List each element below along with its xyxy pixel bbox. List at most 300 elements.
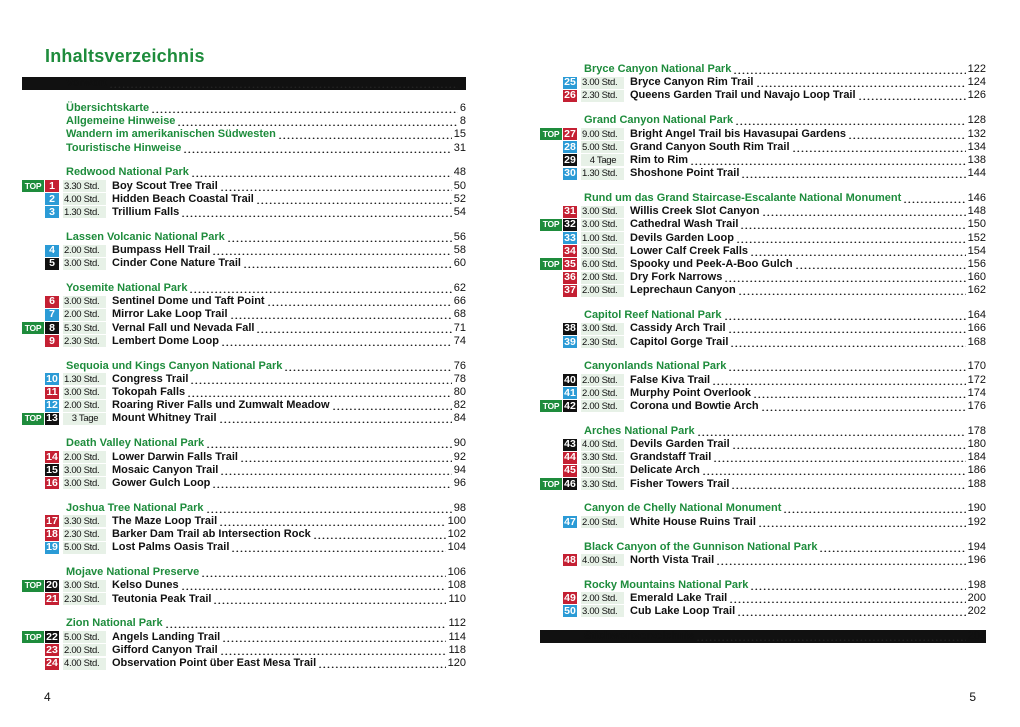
trail-entry[interactable] (540, 76, 986, 89)
top-badge-spacer (540, 272, 562, 284)
top-badge-spacer (540, 516, 562, 528)
entry-page-number: 162 (967, 284, 986, 297)
trail-duration: 9.00 Std. (581, 128, 624, 140)
trail-entry[interactable] (22, 386, 466, 399)
entry-title: Barker Dam Trail ab Intersection Rock (112, 528, 311, 541)
right-toc-list (540, 63, 986, 643)
section-heading[interactable] (22, 502, 466, 515)
toc-entry[interactable] (22, 128, 466, 141)
trail-duration: 2.00 Std. (581, 374, 624, 386)
entry-page-number: 62 (453, 282, 466, 295)
section-heading[interactable] (540, 502, 986, 515)
trail-number-badge: 5 (45, 258, 59, 270)
trail-entry[interactable] (540, 464, 986, 477)
trail-entry[interactable] (540, 141, 986, 154)
top-badge-spacer (540, 285, 562, 297)
top-badge-spacer (540, 232, 562, 244)
right-page (510, 0, 1020, 727)
entry-page-number: 114 (448, 630, 466, 643)
top-badge-spacer (22, 335, 44, 347)
entry-page-number: 120 (447, 657, 466, 670)
trail-number-badge: 28 (564, 140, 576, 153)
top-badge-spacer (540, 206, 562, 218)
toc-entry[interactable] (22, 115, 466, 128)
trail-entry[interactable] (22, 295, 466, 308)
trail-number-badge: 43 (564, 438, 576, 451)
trail-number-badge: 46 (564, 477, 576, 490)
top-badge-spacer (22, 464, 44, 476)
entry-page-number: 31 (453, 141, 466, 154)
dot-leader (243, 259, 452, 268)
section-heading[interactable] (22, 231, 466, 244)
dot-leader (183, 144, 451, 153)
trail-entry[interactable] (540, 284, 986, 297)
toc-entry[interactable] (22, 141, 466, 154)
trail-entry[interactable] (22, 180, 466, 193)
trail-entry[interactable] (22, 644, 466, 657)
top-badge-spacer (22, 193, 44, 205)
entry-title: Delicate Arch (630, 464, 700, 477)
trail-duration: 3.00 Std. (581, 77, 624, 89)
trail-entry[interactable] (22, 464, 466, 477)
dot-leader (220, 466, 451, 475)
trail-duration: 3.00 Std. (63, 258, 106, 270)
entry-page-number: 106 (447, 566, 466, 579)
section-heading[interactable] (540, 192, 986, 205)
entry-page-number: 68 (453, 308, 466, 321)
entry-page-number: 174 (967, 386, 986, 399)
top-badge: TOP (22, 413, 44, 425)
trail-number-badge: 41 (564, 386, 576, 399)
trail-duration: 3.30 Std. (581, 452, 624, 464)
entry-title: Emerald Lake Trail (630, 591, 728, 604)
top-badge-spacer (540, 374, 562, 386)
top-badge: TOP (22, 580, 44, 592)
dot-leader (206, 504, 452, 513)
entry-page-number: 6 (459, 101, 466, 114)
trail-entry[interactable] (22, 308, 466, 321)
dot-leader (713, 453, 965, 462)
entry-title: Mount Whitney Trail (112, 412, 217, 425)
trail-entry[interactable] (540, 374, 986, 387)
entry-title: Mosaic Canyon Trail (112, 463, 219, 476)
trail-entry[interactable] (22, 450, 466, 463)
trail-number-badge: 31 (564, 205, 576, 218)
trail-duration: 4.00 Std. (63, 658, 106, 670)
entry-page-number: 92 (453, 450, 466, 463)
top-badge-spacer (22, 245, 44, 257)
entry-page-number: 104 (447, 541, 466, 554)
entry-page-number: 118 (448, 643, 466, 656)
dot-leader (736, 234, 966, 243)
trail-entry[interactable] (540, 271, 986, 284)
trail-duration: 2.30 Std. (63, 335, 106, 347)
dot-leader (212, 246, 451, 255)
dot-leader (189, 284, 451, 293)
entry-page-number: 124 (967, 76, 986, 89)
trail-duration: 1.30 Std. (581, 168, 624, 180)
trail-entry[interactable] (22, 477, 466, 490)
entry-page-number: 3 (459, 77, 466, 90)
trail-number-badge: 6 (45, 296, 59, 308)
entry-page-number: 100 (447, 514, 466, 527)
trail-entry[interactable] (22, 593, 466, 606)
entry-page-number: 54 (453, 205, 466, 218)
top-badge-spacer (22, 373, 44, 385)
entry-title: Gower Gulch Loop (112, 476, 211, 489)
section-heading[interactable] (22, 166, 466, 179)
entry-page-number: 110 (448, 592, 466, 605)
dot-leader (332, 401, 452, 410)
section-heading[interactable] (22, 617, 466, 630)
entry-title: Cinder Cone Nature Trail (112, 257, 241, 270)
trail-entry[interactable] (540, 127, 986, 140)
trail-number-badge: 35 (564, 257, 576, 270)
entry-page-number: 58 (453, 244, 466, 257)
trail-duration: 2.30 Std. (63, 529, 106, 541)
entry-page-number: 90 (453, 437, 466, 450)
top-badge-spacer (540, 554, 562, 566)
trail-entry[interactable] (22, 193, 466, 206)
entry-page-number: 82 (453, 399, 466, 412)
entry-page-number: 108 (447, 579, 466, 592)
trail-duration: 2.00 Std. (63, 309, 106, 321)
trail-entry[interactable] (22, 579, 466, 592)
entry-page-number: 188 (967, 477, 986, 490)
entry-page-number: 192 (967, 515, 986, 528)
dot-leader (729, 594, 965, 603)
trail-number-badge: 29 (564, 153, 576, 166)
trail-duration: 2.00 Std. (581, 387, 624, 399)
dot-leader (191, 168, 452, 177)
entry-page-number: 200 (967, 591, 986, 604)
entry-title: Leprechaun Canyon (630, 284, 736, 297)
entry-page-number: 144 (967, 167, 986, 180)
trail-entry[interactable] (540, 438, 986, 451)
trail-entry[interactable] (540, 387, 986, 400)
entry-page-number: 112 (448, 617, 466, 630)
trail-number-badge: 48 (564, 553, 576, 566)
toc-entry[interactable] (22, 77, 466, 90)
trail-number-badge: 25 (564, 76, 576, 89)
section-heading[interactable] (540, 309, 986, 322)
trail-duration: 2.30 Std. (581, 336, 624, 348)
trail-duration: 2.00 Std. (63, 400, 106, 412)
entry-title: Black Canyon of the Gunnison National Park (584, 540, 818, 553)
entry-title: Sequoia und Kings Canyon National Park (66, 359, 283, 372)
trail-number-badge: 44 (564, 451, 576, 464)
dot-leader (284, 362, 451, 371)
trail-entry[interactable] (540, 89, 986, 102)
top-badge-spacer (22, 477, 44, 489)
entry-title: Mirror Lake Loop Trail (112, 308, 228, 321)
entry-title: Bright Angel Trail bis Havasupai Gardens (630, 127, 846, 140)
entry-title: Zion National Park (66, 617, 163, 630)
entry-page-number: 138 (967, 153, 986, 166)
trail-entry[interactable] (540, 605, 986, 618)
entry-title: Lost Palms Oasis Trail (112, 541, 230, 554)
trail-duration: 2.00 Std. (581, 516, 624, 528)
trail-number-badge: 19 (46, 541, 58, 554)
section-heading[interactable] (22, 437, 466, 450)
trail-number-badge: 26 (564, 89, 576, 102)
trail-duration: 3.30 Std. (581, 478, 624, 490)
trail-entry[interactable] (540, 400, 986, 413)
entry-page-number: 71 (453, 321, 466, 334)
trail-number-badge: 30 (564, 167, 576, 180)
dot-leader (318, 659, 445, 668)
trail-number-badge: 15 (46, 463, 58, 476)
trail-entry[interactable] (540, 516, 986, 529)
section-heading[interactable] (22, 566, 466, 579)
trail-duration: 4 Tage (581, 154, 624, 166)
trail-number-badge: 13 (46, 412, 58, 425)
dot-leader (728, 324, 966, 333)
section-heading[interactable] (22, 282, 466, 295)
top-badge-spacer (540, 168, 562, 180)
entry-page-number: 146 (967, 191, 986, 204)
dot-leader (697, 427, 966, 436)
trail-number-badge: 2 (45, 193, 59, 205)
entry-title: Grand Canyon South Rim Trail (630, 140, 790, 153)
trail-number-badge: 45 (564, 464, 576, 477)
trail-entry[interactable] (540, 154, 986, 167)
trail-entry[interactable] (22, 206, 466, 219)
top-badge-spacer (540, 592, 562, 604)
trail-entry[interactable] (540, 258, 986, 271)
trail-entry[interactable] (22, 412, 466, 425)
dot-leader (702, 466, 966, 475)
entry-title: Bumpass Hell Trail (112, 244, 211, 257)
entry-title: Lower Darwin Falls Trail (112, 450, 238, 463)
section-heading[interactable] (540, 425, 986, 438)
dot-leader (733, 65, 965, 74)
trail-entry[interactable] (540, 218, 986, 231)
dot-leader (730, 338, 965, 347)
entry-title: Bryce Canyon Rim Trail (630, 76, 754, 89)
top-badge-spacer (540, 439, 562, 451)
dot-leader (756, 78, 966, 87)
trail-duration: 2.00 Std. (581, 400, 624, 412)
trail-duration: 3.00 Std. (63, 477, 106, 489)
entry-page-number: 172 (967, 373, 986, 386)
entry-title: Canyonlands National Park (584, 360, 727, 373)
trail-entry[interactable] (540, 231, 986, 244)
dot-leader (190, 375, 451, 384)
dot-leader (738, 286, 966, 295)
entry-page-number: 94 (453, 463, 466, 476)
trail-duration: 3.00 Std. (63, 464, 106, 476)
trail-number-badge: 10 (46, 372, 58, 385)
section-heading[interactable] (540, 63, 986, 76)
trail-entry[interactable] (22, 541, 466, 554)
trail-duration: 3.00 Std. (63, 387, 106, 399)
toc-entry[interactable] (540, 630, 986, 643)
dot-leader (762, 207, 966, 216)
dot-leader (219, 517, 446, 526)
entry-title: Übersichtskarte (66, 101, 150, 114)
trail-entry[interactable] (22, 335, 466, 348)
entry-title: False Kiva Trail (630, 373, 711, 386)
trail-entry[interactable] (540, 245, 986, 258)
entry-title: Stichwortverzeichnis (584, 629, 695, 642)
trail-duration: 3.00 Std. (581, 323, 624, 335)
entry-page-number: 74 (453, 334, 466, 347)
dot-leader (221, 337, 452, 346)
trail-number-badge: 16 (46, 476, 58, 489)
dot-leader (256, 195, 452, 204)
entry-page-number: 198 (967, 578, 986, 591)
trail-duration: 3.00 Std. (63, 580, 106, 592)
entry-page-number: 66 (453, 295, 466, 308)
dot-leader (227, 233, 452, 242)
entry-title: Hidden Beach Coastal Trail (112, 192, 254, 205)
top-badge-spacer (540, 90, 562, 102)
entry-title: Kelso Dunes (112, 579, 179, 592)
trail-entry[interactable] (22, 322, 466, 335)
dot-leader (750, 247, 966, 256)
trail-entry[interactable] (22, 399, 466, 412)
dot-leader (219, 414, 452, 423)
entry-page-number: 152 (967, 231, 986, 244)
entry-title: Joshua Tree National Park (66, 501, 204, 514)
entry-title: Murphy Point Overlook (630, 386, 752, 399)
trail-number-badge: 20 (46, 579, 58, 592)
entry-title: Roaring River Falls und Zumwalt Meadow (112, 399, 330, 412)
trail-duration: 3.30 Std. (63, 180, 106, 192)
dot-leader (206, 439, 452, 448)
entry-page-number: 50 (453, 179, 466, 192)
entry-page-number: 170 (967, 360, 986, 373)
dot-leader (181, 581, 446, 590)
top-badge: TOP (540, 478, 562, 490)
trail-entry[interactable] (22, 244, 466, 257)
entry-title: Fisher Towers Trail (630, 477, 730, 490)
dot-leader (220, 646, 447, 655)
entry-page-number: 78 (453, 372, 466, 385)
entry-title: Bryce Canyon National Park (584, 63, 732, 76)
top-badge: TOP (540, 400, 562, 412)
dot-leader (740, 220, 965, 229)
entry-page-number: 186 (967, 464, 986, 477)
toc-entry[interactable] (22, 102, 466, 115)
entry-page-number: 180 (967, 438, 986, 451)
trail-number-badge: 14 (46, 450, 58, 463)
dot-leader (732, 440, 966, 449)
entry-page-number: 84 (453, 412, 466, 425)
section-heading[interactable] (540, 360, 986, 373)
trail-entry[interactable] (22, 631, 466, 644)
entry-title: Vorwort (66, 77, 107, 90)
trail-entry[interactable] (540, 205, 986, 218)
trail-duration: 2.00 Std. (63, 644, 106, 656)
trail-number-badge: 24 (46, 657, 58, 670)
entry-page-number: 190 (967, 502, 986, 515)
page-number-left: 4 (44, 690, 51, 704)
dot-leader (212, 479, 451, 488)
trail-duration: 3.00 Std. (581, 245, 624, 257)
dot-leader (256, 324, 451, 333)
trail-duration: 2.00 Std. (63, 245, 106, 257)
entry-page-number: 15 (453, 128, 466, 141)
trail-entry[interactable] (540, 322, 986, 335)
trail-entry[interactable] (22, 528, 466, 541)
trail-entry[interactable] (540, 451, 986, 464)
section-heading[interactable] (22, 360, 466, 373)
trail-duration: 5.00 Std. (63, 631, 106, 643)
entry-title: Touristische Hinweise (66, 141, 182, 154)
trail-duration: 3.00 Std. (63, 296, 106, 308)
top-badge-spacer (22, 206, 44, 218)
trail-number-badge: 11 (46, 386, 58, 399)
top-badge-spacer (22, 658, 44, 670)
trail-duration: 1.30 Std. (63, 373, 106, 385)
section-heading[interactable] (540, 579, 986, 592)
dot-leader (222, 633, 446, 642)
top-badge-spacer (540, 323, 562, 335)
trail-entry[interactable] (540, 478, 986, 491)
top-badge-spacer (22, 593, 44, 605)
trail-number-badge: 36 (564, 271, 576, 284)
entry-page-number: 76 (453, 359, 466, 372)
trail-entry[interactable] (540, 554, 986, 567)
trail-number-badge: 39 (564, 335, 576, 348)
top-badge-spacer (22, 529, 44, 541)
page-number-right: 5 (969, 690, 976, 704)
trail-entry[interactable] (540, 592, 986, 605)
trail-number-badge: 22 (46, 630, 58, 643)
trail-number-badge: 40 (564, 373, 576, 386)
trail-entry[interactable] (540, 335, 986, 348)
entry-page-number: 80 (453, 386, 466, 399)
trail-number-badge: 4 (45, 245, 59, 257)
dot-leader (177, 117, 457, 126)
trail-duration: 1.00 Std. (581, 232, 624, 244)
trail-duration: 2.30 Std. (581, 90, 624, 102)
trail-entry[interactable] (22, 373, 466, 386)
entry-page-number: 166 (967, 322, 986, 335)
entry-title: Boy Scout Tree Trail (112, 179, 218, 192)
top-badge-spacer (540, 465, 562, 477)
top-badge: TOP (22, 631, 44, 643)
entry-page-number: 122 (967, 63, 986, 76)
entry-title: Observation Point über East Mesa Trail (112, 657, 317, 670)
section-heading[interactable] (540, 114, 986, 127)
top-badge: TOP (540, 258, 562, 270)
section-heading[interactable] (540, 540, 986, 553)
entry-page-number: 204 (967, 629, 986, 642)
trail-duration: 3.30 Std. (63, 515, 106, 527)
entry-title: North Vista Trail (630, 553, 715, 566)
entry-page-number: 202 (967, 604, 986, 617)
trail-entry[interactable] (22, 515, 466, 528)
entry-title: Devils Garden Loop (630, 231, 734, 244)
dot-leader (201, 568, 445, 577)
trail-number-badge: 9 (45, 335, 59, 347)
top-badge-spacer (540, 245, 562, 257)
trail-entry[interactable] (22, 257, 466, 270)
trail-number-badge: 32 (564, 218, 576, 231)
dot-leader (240, 453, 452, 462)
trail-duration: 3.00 Std. (581, 219, 624, 231)
trail-entry[interactable] (540, 167, 986, 180)
entry-title: Wandern im amerikanischen Südwesten (66, 128, 276, 141)
entry-title: Lower Calf Creek Falls (630, 244, 748, 257)
trail-duration: 5.30 Std. (63, 322, 106, 334)
trail-entry[interactable] (22, 657, 466, 670)
dot-leader (758, 518, 966, 527)
dot-leader (696, 632, 966, 641)
